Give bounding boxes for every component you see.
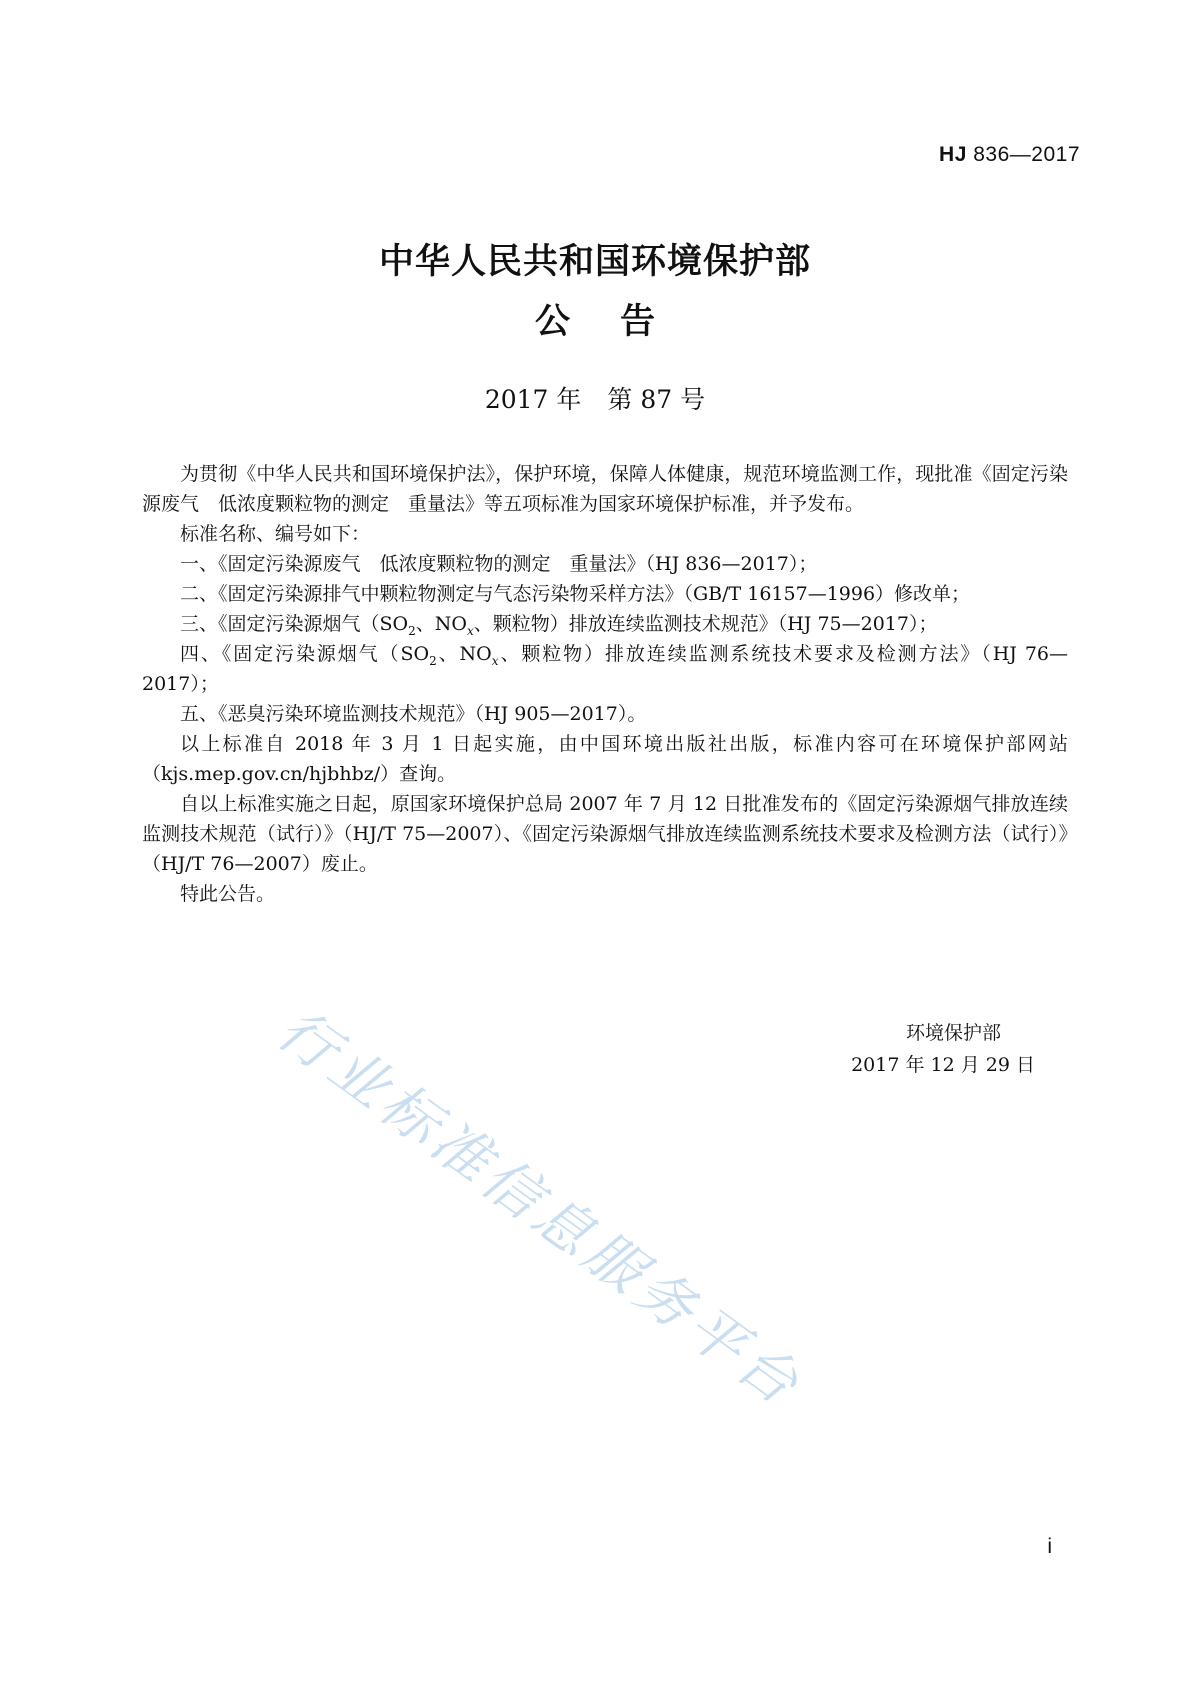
implementation-paragraph: 以上标准自 2018 年 3 月 1 日起实施，由中国环境出版社出版，标准内容可在环境保护部网站（kjs.mep.gov.cn/hjbhbz/）查询。 bbox=[142, 733, 1068, 785]
intro-paragraph: 为贯彻《中华人民共和国环境保护法》，保护环境，保障人体健康，规范环境监测工作，现批准《固定污染源废气 低浓度颗粒物的测定 重量法》等五项标准为国家环境保护标准，并予发布。 bbox=[142, 463, 1068, 515]
announcement-heading-char-2: 告 bbox=[620, 302, 656, 342]
standard-item-2: 二、《固定污染源排气中颗粒物测定与气态污染物采样方法》（GB/T 16157—1996）修改单； bbox=[180, 583, 971, 605]
announcement-body bbox=[142, 459, 1068, 909]
standard-item-3: 三、《固定污染源烟气（$SO_2$、$NO_x$、颗粒物）排放连续监测技术规范》（HJ 75—2017）； bbox=[180, 613, 938, 638]
watermark: 行业标准信息服务平台 bbox=[265, 996, 815, 1421]
issue-year: 2017 年 bbox=[484, 385, 582, 414]
issue-date: 2017 年 12 月 29 日 bbox=[851, 1054, 1035, 1076]
issuing-organization: 环境保护部 bbox=[905, 1022, 1001, 1044]
standard-item-5: 五、《恶臭污染环境监测技术规范》（HJ 905—2017）。 bbox=[180, 703, 647, 725]
announcement-heading-char-1: 公 bbox=[534, 302, 570, 342]
announcement-heading bbox=[0, 294, 1190, 344]
standard-code bbox=[939, 143, 1080, 167]
signature-block bbox=[851, 1017, 1035, 1081]
list-intro: 标准名称、编号如下： bbox=[180, 523, 371, 545]
standard-code-number: 836—2017 bbox=[966, 143, 1080, 166]
closing-paragraph: 特此公告。 bbox=[180, 883, 276, 905]
page-title: 中华人民共和国环境保护部 bbox=[378, 242, 811, 282]
issue-number bbox=[0, 380, 1190, 416]
standard-code-prefix: HJ bbox=[939, 143, 967, 166]
issue-no: 第 87 号 bbox=[607, 385, 706, 414]
standard-item-4: 四、《固定污染源烟气（$SO_2$、$NO_x$、颗粒物）排放连续监测系统技术要求及检测方法》（HJ 76—2017）； bbox=[142, 643, 1069, 695]
page-number: i bbox=[1047, 1535, 1052, 1558]
repeal-paragraph: 自以上标准实施之日起，原国家环境保护总局 2007 年 7 月 12 日批准发布的《固定污染源烟气排放连续监测技术规范（试行）》（HJ/T 75—2007）、《固定污染源烟气排放连续监测系统技术要求及检测方法（试行）》（HJ/T 76—2007）废止。 bbox=[142, 793, 1068, 875]
standard-item-1: 一、《固定污染源废气 低浓度颗粒物的测定 重量法》（HJ 836—2017）； bbox=[180, 553, 818, 575]
